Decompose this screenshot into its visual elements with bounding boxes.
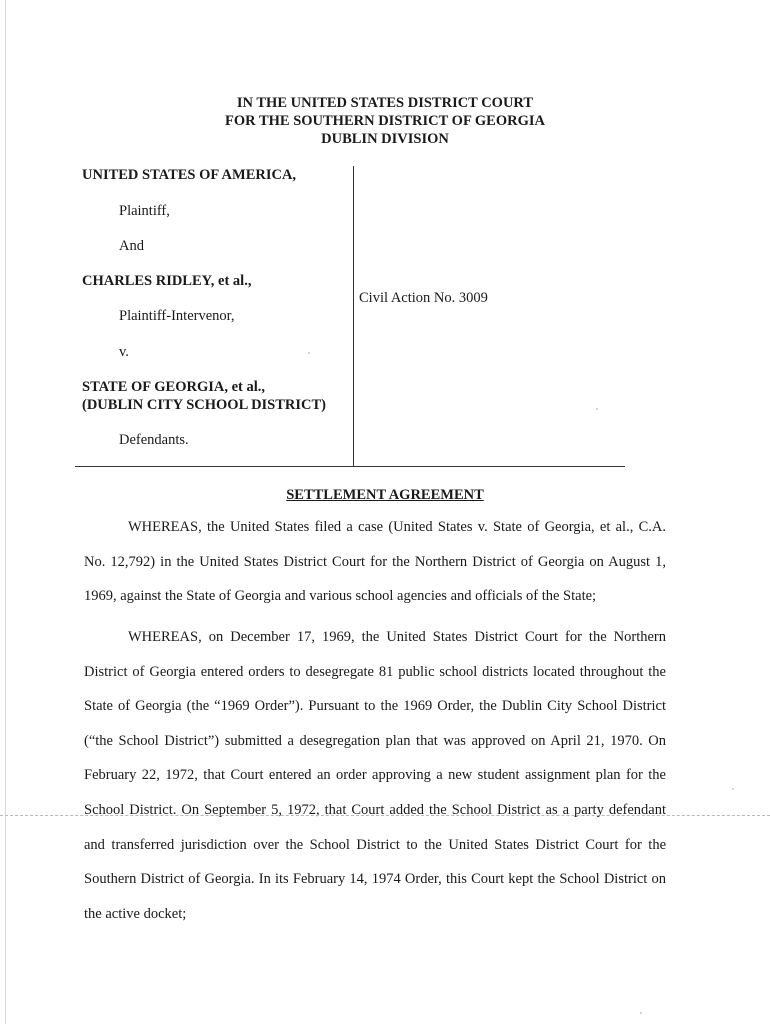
defendant-district: (DUBLIN CITY SCHOOL DISTRICT)	[82, 397, 327, 413]
court-division-line: DUBLIN DIVISION	[321, 131, 449, 147]
plaintiff-role: Plaintiff,	[119, 203, 170, 219]
case-number: Civil Action No. 3009	[359, 290, 488, 306]
scan-speck	[640, 1012, 642, 1014]
conjunction-text: And	[119, 238, 144, 254]
scan-speck	[308, 352, 310, 354]
body-paragraph: WHEREAS, the United States filed a case (United States v. State of Georgia, et al., C.A. No. 12,792) in the United States District Court for the Northern District of Georgia on August 1, 1969, against the State of Georgia and various school agencies and officials of the State;	[84, 519, 666, 605]
court-header	[0, 94, 770, 148]
plaintiff-name: UNITED STATES OF AMERICA,	[82, 167, 297, 183]
body-paragraph-2-wrap	[84, 620, 666, 931]
versus-text: v.	[119, 344, 129, 360]
scan-speck	[596, 408, 598, 410]
caption-rule	[75, 466, 625, 467]
defendant-name: STATE OF GEORGIA, et al.,	[82, 379, 266, 395]
caption-divider	[353, 166, 354, 466]
page-edge	[5, 0, 6, 1024]
body-paragraph: WHEREAS, on December 17, 1969, the United States District Court for the Northern District of Georgia entered orders to desegregate 81 public school districts located throughout the State of Georgia (the “1969 Order”). Pursuant to the 1969 Order, the Dublin City School District (“the School District”) submitted a desegregation plan that was approved on April 21, 1970. On February 22, 1972, that Court entered an order approving a new student assignment plan for the School District. On September 5, 1972, that Court added the School District as a party defendant and transferred jurisdiction over the School District to the United States District Court for the Southern District of Georgia. In its February 14, 1974 Order, this Court kept the School District on the active docket;	[84, 629, 666, 922]
court-name-line: IN THE UNITED STATES DISTRICT COURT	[236, 95, 534, 111]
court-district-line: FOR THE SOUTHERN DISTRICT OF GEORGIA	[224, 113, 545, 129]
scan-speck	[732, 788, 734, 790]
document-title: SETTLEMENT AGREEMENT	[286, 487, 484, 503]
body-paragraph-1-wrap	[84, 510, 666, 614]
intervenor-name: CHARLES RIDLEY, et al.,	[82, 273, 252, 289]
defendant-role: Defendants.	[119, 432, 189, 448]
intervenor-role: Plaintiff-Intervenor,	[119, 308, 235, 324]
scan-line-artifact	[0, 815, 770, 816]
